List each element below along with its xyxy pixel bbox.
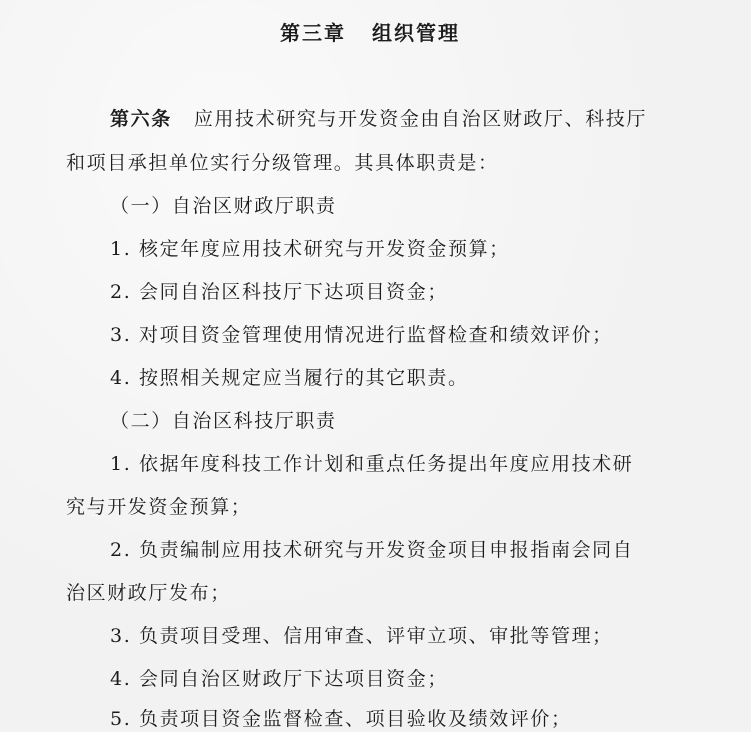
section1-item-3: 3. 对项目资金管理使用情况进行监督检查和绩效评价； [110,324,613,346]
article-line-2: 和项目承担单位实行分级管理。其具体职责是： [66,152,499,174]
section2-heading: （二）自治区科技厅职责 [110,410,337,432]
section1-item-4: 4. 按照相关规定应当履行的其它职责。 [110,367,469,389]
chapter-name: 组织管理 [372,21,460,45]
section1-item-2: 2. 会同自治区科技厅下达项目资金； [110,281,448,303]
section1-item-1: 1. 核定年度应用技术研究与开发资金预算； [110,238,510,260]
chapter-title [280,20,460,46]
section2-item-1-line-2: 究与开发资金预算； [66,496,252,518]
chapter-number: 第三章 [280,21,346,45]
article-line-1 [110,106,647,132]
section2-item-1-line-1: 1. 依据年度科技工作计划和重点任务提出年度应用技术研 [110,453,634,475]
section2-item-2-line-1: 2. 负责编制应用技术研究与开发资金项目申报指南会同自 [110,539,634,561]
section1-heading: （一）自治区财政厅职责 [110,195,337,217]
section2-item-2-line-2: 治区财政厅发布； [66,582,231,604]
section2-item-4: 4. 会同自治区财政厅下达项目资金； [110,668,448,690]
article-text-1: 应用技术研究与开发资金由自治区财政厅、科技厅 [193,108,648,130]
section2-item-3: 3. 负责项目受理、信用审查、评审立项、审批等管理； [110,625,613,647]
section2-item-5: 5. 负责项目资金监督检查、项目验收及绩效评价； [110,708,572,730]
article-label: 第六条 [110,108,172,130]
